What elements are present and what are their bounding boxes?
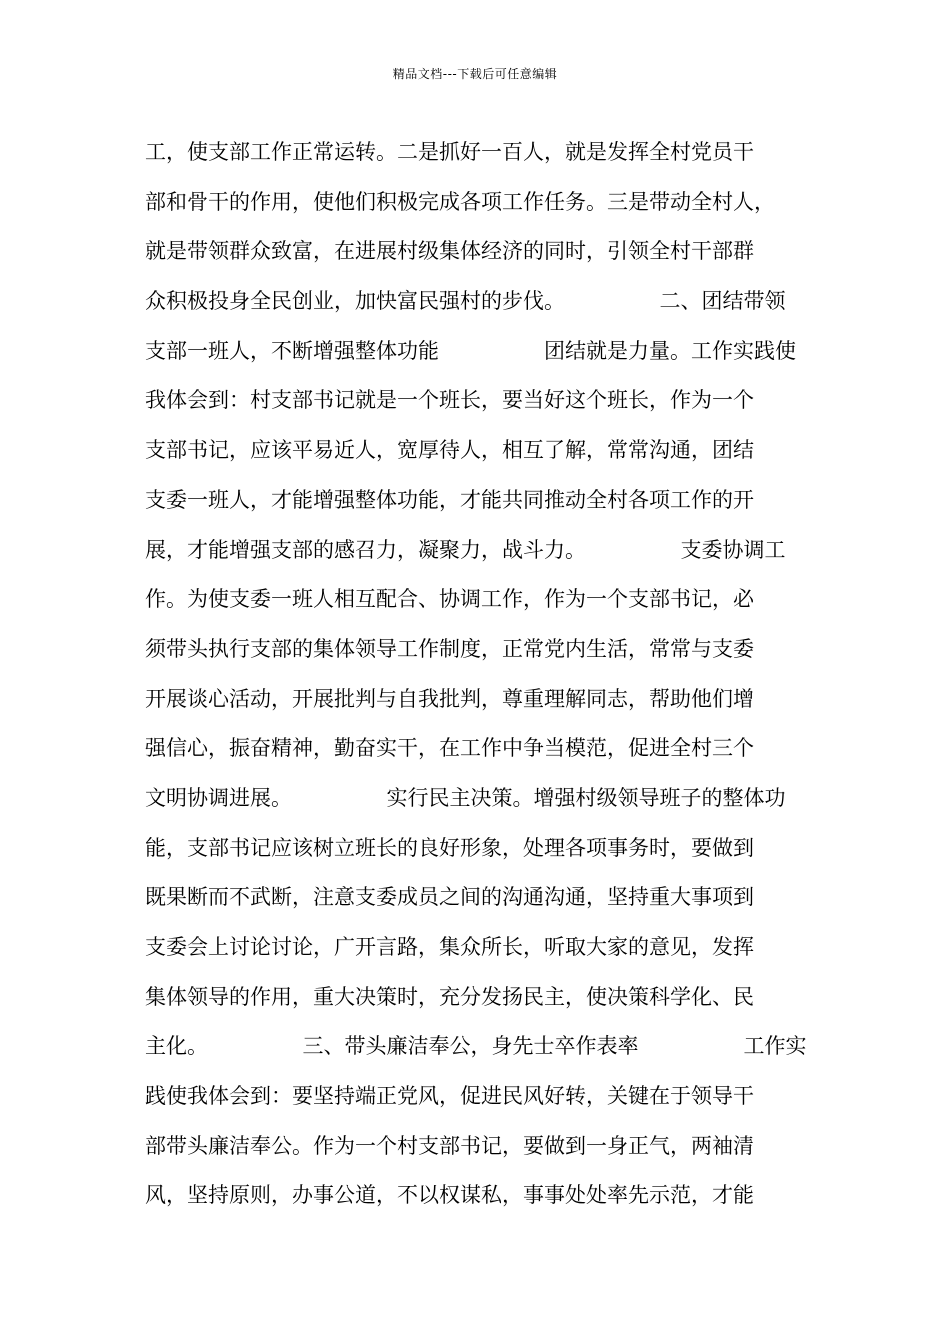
text-line: 支委一班人，才能增强整体功能，才能共同推动全村各项工作的开 [145, 487, 754, 512]
text-line: 工，使支部工作正常运转。二是抓好一百人，就是发挥全村党员干 [145, 140, 754, 164]
page-header: 精品文档---下载后可任意编辑 [392, 67, 558, 81]
text-line: 既果断而不武断，注意支委成员之间的沟通沟通，坚持重大事项到 [145, 885, 754, 910]
text-line: 作。为使支委一班人相互配合、协调工作，作为一个支部书记，必 [145, 587, 754, 612]
text-line: 我体会到：村支部书记就是一个班长，要当好这个班长，作为一个 [145, 388, 754, 413]
text-line: 文明协调进展。 实行民主决策。增强村级领导班子的整体功 [145, 785, 786, 810]
text-line: 展，才能增强支部的感召力，凝聚力，战斗力。 支委协调工 [145, 537, 786, 562]
text-line: 集体领导的作用，重大决策时，充分发扬民主，使决策科学化、民 [145, 984, 754, 1009]
text-line: 主化。 三、带头廉洁奉公，身先士卒作表率 工作实 [145, 1034, 807, 1059]
text-line: 能，支部书记应该树立班长的良好形象，处理各项事务时，要做到 [145, 835, 754, 860]
text-line: 践使我体会到：要坚持端正党风，促进民风好转，关键在于领导干 [145, 1084, 754, 1109]
text-line: 部和骨干的作用，使他们积极完成各项工作任务。三是带动全村人， [145, 189, 775, 214]
text-line: 就是带领群众致富，在进展村级集体经济的同时，引领全村干部群 [145, 239, 754, 264]
text-line: 部带头廉洁奉公。作为一个村支部书记，要做到一身正气，两袖清 [145, 1133, 754, 1158]
text-line: 须带头执行支部的集体领导工作制度，正常党内生活，常常与支委 [145, 636, 754, 661]
text-line: 强信心，振奋精神，勤奋实干，在工作中争当模范，促进全村三个 [145, 736, 754, 761]
text-line: 开展谈心活动，开展批判与自我批判，尊重理解同志，帮助他们增 [145, 686, 754, 711]
text-line: 支部一班人，不断增强整体功能 团结就是力量。工作实践使 [145, 338, 796, 363]
text-line: 支委会上讨论讨论，广开言路，集众所长，听取大家的意见，发挥 [145, 935, 754, 959]
text-line: 支部书记，应该平易近人，宽厚待人，相互了解，常常沟通，团结 [145, 438, 754, 463]
body-text [145, 128, 817, 1221]
text-line: 众积极投身全民创业，加快富民强村的步伐。 二、团结带领 [145, 289, 786, 314]
text-line: 风，坚持原则，办事公道，不以权谋私，事事处处率先示范，才能 [145, 1183, 754, 1208]
